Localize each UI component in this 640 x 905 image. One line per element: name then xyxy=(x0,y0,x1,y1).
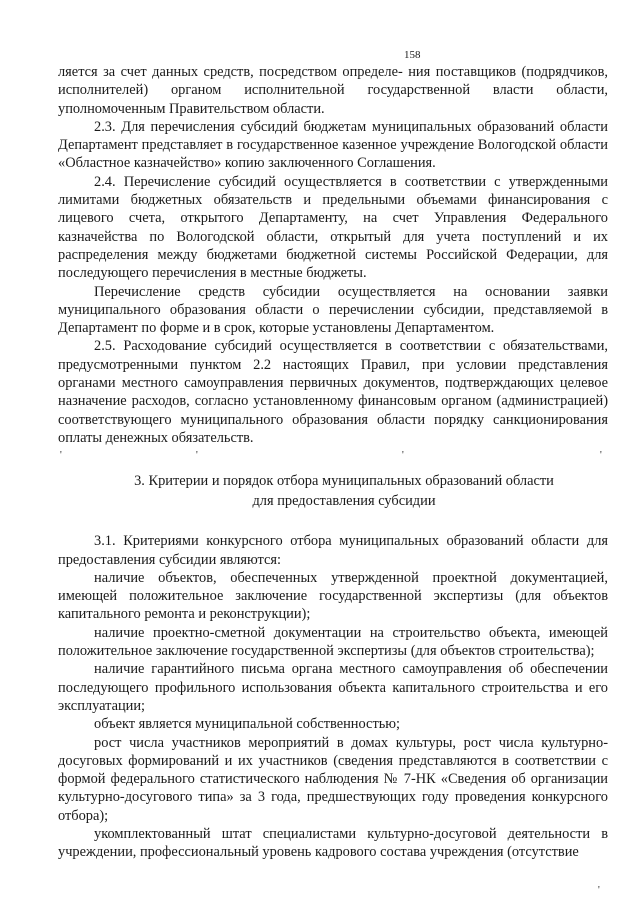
criterion-item: рост числа участников мероприятий в домах культуры, рост числа культурно-досуговых формирований и их участников (сведения представляются в соответствии с формой федерального статистического наблюдения № 7-НК «Сведения об организации культурно-досугового типа» за 3 года, предшествующих году проведения конкурсного отбора); xyxy=(58,734,608,824)
criterion-item: укомплектованный штат специалистами культурно-досуговой деятельности в учреждении, профессиональный уровень кадрового состава учреждения (отсутствие xyxy=(58,825,608,861)
document-body xyxy=(58,63,608,862)
paragraph-subsidy-transfer: Перечисление средств субсидии осуществляется на основании заявки муниципального образования области о перечислении субсидии, представляемой в Департамент по форме и в срок, которые установлены Департаментом. xyxy=(58,283,608,337)
paragraph-2-3: 2.3. Для перечисления субсидий бюджетам муниципальных образований области Департамент представляет в государственное казенное учреждение Вологодской области «Областное казначейство» копию заключенного Соглашения. xyxy=(58,118,608,172)
criterion-item: объект является муниципальной собственностью; xyxy=(94,716,401,733)
paragraph-continuation: ляется за счет данных средств, посредством определе- ния поставщиков (подрядчиков, исполнителей) органом исполнительной государственной власти области, уполномоченным Правительством области. xyxy=(58,64,608,117)
scan-mark: ' xyxy=(600,450,602,462)
scan-mark: ' xyxy=(598,885,600,896)
scan-mark: ' xyxy=(402,450,404,462)
criterion-item: наличие гарантийного письма органа местного самоуправления об обеспечении последующего профильного использования объекта капитального строительства и его эксплуатации; xyxy=(58,661,608,714)
criterion-item: наличие проектно-сметной документации на строительство объекта, имеющей положительное заключение государственной экспертизы (для объектов строительства); xyxy=(58,624,608,660)
paragraph-2-5: 2.5. Расходование субсидий осуществляется в соответствии с обязательствами, предусмотренными пунктом 2.2 настоящих Правил, при условии представления органами местного самоуправления первичных документов, подтверждающих целевое назначение расходов, согласно установленному финансовым органом (администрацией) соответствующего муниципального образования области порядку санкционирования оплаты денежных обязательств. xyxy=(58,338,608,446)
scan-mark: ' xyxy=(60,450,62,462)
scan-marks xyxy=(58,447,608,463)
paragraph-2-4: 2.4. Перечисление субсидий осуществляется в соответствии с утвержденными лимитами бюджетных обязательств и предельными объемами финансирования с лицевого счета, открытого Департаменту, на счет Управления Федерального казначейства по Вологодской области, открытый для учета поступлений и их распределения между бюджетами бюджетной системы Российской Федерации, для последующего перечисления в местные бюджеты. xyxy=(58,173,608,282)
page-number: 158 xyxy=(404,49,421,61)
section-heading-line-1: 3. Критерии и порядок отбора муниципальных образований области xyxy=(134,473,554,490)
paragraph-3-1: 3.1. Критериями конкурсного отбора муниципальных образований области для предоставления субсидии являются: xyxy=(58,533,608,568)
scan-mark: ' xyxy=(196,450,198,462)
criterion-item: наличие объектов, обеспеченных утвержденной проектной документацией, имеющей положительное заключение государственной экспертизы (для объектов капитального ремонта и реконструкции); xyxy=(58,569,608,623)
section-heading-line-2: для предоставления субсидии xyxy=(252,493,436,510)
